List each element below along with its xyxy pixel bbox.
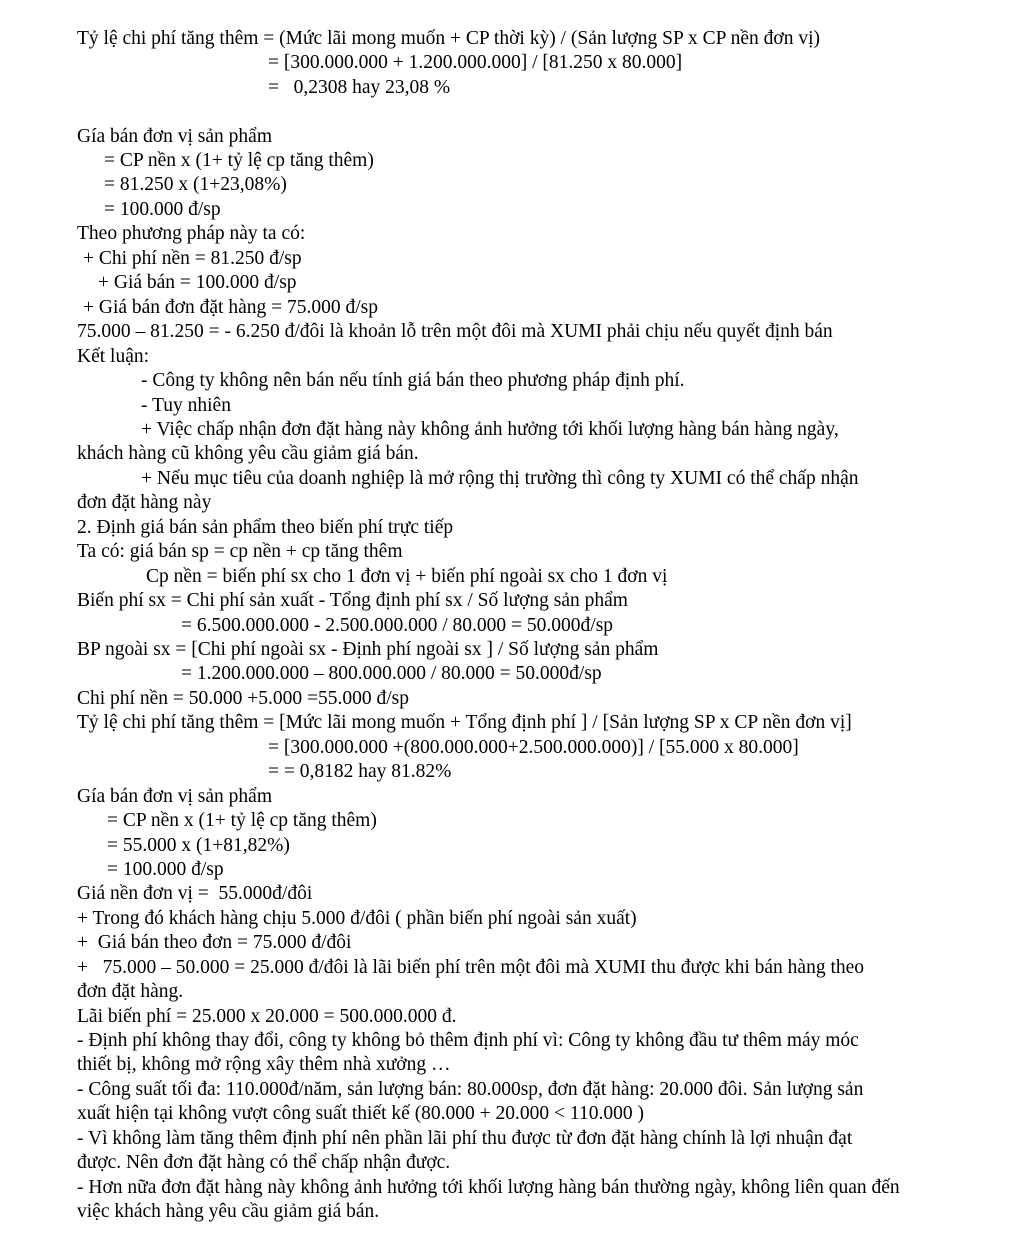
text-line: = 81.250 x (1+23,08%) <box>104 174 287 195</box>
text-line: - Công suất tối đa: 110.000đ/năm, sản lượng bán: 80.000sp, đơn đặt hàng: 20.000 đôi. Sản lượng sản <box>77 1079 864 1100</box>
text-line: được. Nên đơn đặt hàng có thể chấp nhận được. <box>77 1152 451 1173</box>
section-heading: 2. Định giá bán sản phẩm theo biến phí trực tiếp <box>77 517 454 538</box>
text-line: BP ngoài sx = [Chi phí ngoài sx - Định phí ngoài sx ] / Số lượng sản phẩm <box>77 639 659 660</box>
text-line: = 6.500.000.000 - 2.500.000.000 / 80.000 = 50.000đ/sp <box>181 615 614 636</box>
text-line: - Tuy nhiên <box>141 395 231 416</box>
text-line: = 55.000 x (1+81,82%) <box>107 835 290 856</box>
text-line: - Vì không làm tăng thêm định phí nên phần lãi phí thu được từ đơn đặt hàng chính là lợi nhuận đạt <box>77 1128 853 1149</box>
text-line: = 1.200.000.000 – 800.000.000 / 80.000 = 50.000đ/sp <box>181 663 602 684</box>
text-line: = [300.000.000 + 1.200.000.000] / [81.250 x 80.000] <box>268 52 683 73</box>
text-line: + Chi phí nền = 81.250 đ/sp <box>83 248 302 269</box>
text-line: + Trong đó khách hàng chịu 5.000 đ/đôi ( phần biến phí ngoài sản xuất) <box>77 908 637 929</box>
text-line: Tỷ lệ chi phí tăng thêm = [Mức lãi mong muốn + Tổng định phí ] / [Sản lượng SP x CP nền đơn vị] <box>77 712 852 733</box>
text-line: + Giá bán theo đơn = 75.000 đ/đôi <box>77 932 352 953</box>
text-line: - Định phí không thay đổi, công ty không bỏ thêm định phí vì: Công ty không đầu tư thêm máy móc <box>77 1030 859 1051</box>
text-line: Kết luận: <box>77 346 150 367</box>
text-line: + Việc chấp nhận đơn đặt hàng này không ảnh hưởng tới khối lượng hàng bán hàng ngày, <box>141 419 839 440</box>
text-line: 75.000 – 81.250 = - 6.250 đ/đôi là khoản lỗ trên một đôi mà XUMI phải chịu nếu quyết định bán <box>77 321 833 342</box>
text-line: Lãi biến phí = 25.000 x 20.000 = 500.000.000 đ. <box>77 1006 457 1027</box>
text-line: đơn đặt hàng này <box>77 492 212 513</box>
text-line: khách hàng cũ không yêu cầu giảm giá bán. <box>77 443 419 464</box>
text-line: Ta có: giá bán sp = cp nền + cp tăng thêm <box>77 541 403 562</box>
text-line: = CP nền x (1+ tỷ lệ cp tăng thêm) <box>104 150 374 171</box>
text-line: Biến phí sx = Chi phí sản xuất - Tổng định phí sx / Số lượng sản phẩm <box>77 590 628 611</box>
text-line: + Giá bán đơn đặt hàng = 75.000 đ/sp <box>83 297 378 318</box>
text-line: Chi phí nền = 50.000 +5.000 =55.000 đ/sp <box>77 688 409 709</box>
text-line: đơn đặt hàng. <box>77 981 184 1002</box>
text-line: = 100.000 đ/sp <box>107 859 224 880</box>
text-line: việc khách hàng yêu cầu giảm giá bán. <box>77 1201 380 1222</box>
text-line: = 0,2308 hay 23,08 % <box>268 77 451 98</box>
text-line: Giá nền đơn vị = 55.000đ/đôi <box>77 883 313 904</box>
text-line: + Nếu mục tiêu của doanh nghiệp là mở rộng thị trường thì công ty XUMI có thể chấp nhận <box>141 468 859 489</box>
text-line: + 75.000 – 50.000 = 25.000 đ/đôi là lãi biến phí trên một đôi mà XUMI thu được khi bán hàng theo <box>77 957 865 978</box>
text-line: = 100.000 đ/sp <box>104 199 221 220</box>
text-line: Tỷ lệ chi phí tăng thêm = (Mức lãi mong muốn + CP thời kỳ) / (Sản lượng SP x CP nền đơn vị) <box>77 28 820 49</box>
text-line: - Hơn nữa đơn đặt hàng này không ảnh hưởng tới khối lượng hàng bán thường ngày, không liên quan đến <box>77 1177 900 1198</box>
text-line: Cp nền = biến phí sx cho 1 đơn vị + biến phí ngoài sx cho 1 đơn vị <box>146 566 668 587</box>
text-line: thiết bị, không mở rộng xây thêm nhà xưởng … <box>77 1054 451 1075</box>
text-line: = CP nền x (1+ tỷ lệ cp tăng thêm) <box>107 810 377 831</box>
text-line: xuất hiện tại không vượt công suất thiết kế (80.000 + 20.000 < 110.000 ) <box>77 1103 644 1124</box>
text-line: Gía bán đơn vị sản phẩm <box>77 786 272 807</box>
text-line: = = 0,8182 hay 81.82% <box>268 761 452 782</box>
text-line: = [300.000.000 +(800.000.000+2.500.000.000)] / [55.000 x 80.000] <box>268 737 799 758</box>
text-line: Theo phương pháp này ta có: <box>77 223 306 244</box>
text-line: - Công ty không nên bán nếu tính giá bán theo phương pháp định phí. <box>141 370 685 391</box>
text-line: Gía bán đơn vị sản phẩm <box>77 126 272 147</box>
text-line: + Giá bán = 100.000 đ/sp <box>98 272 297 293</box>
